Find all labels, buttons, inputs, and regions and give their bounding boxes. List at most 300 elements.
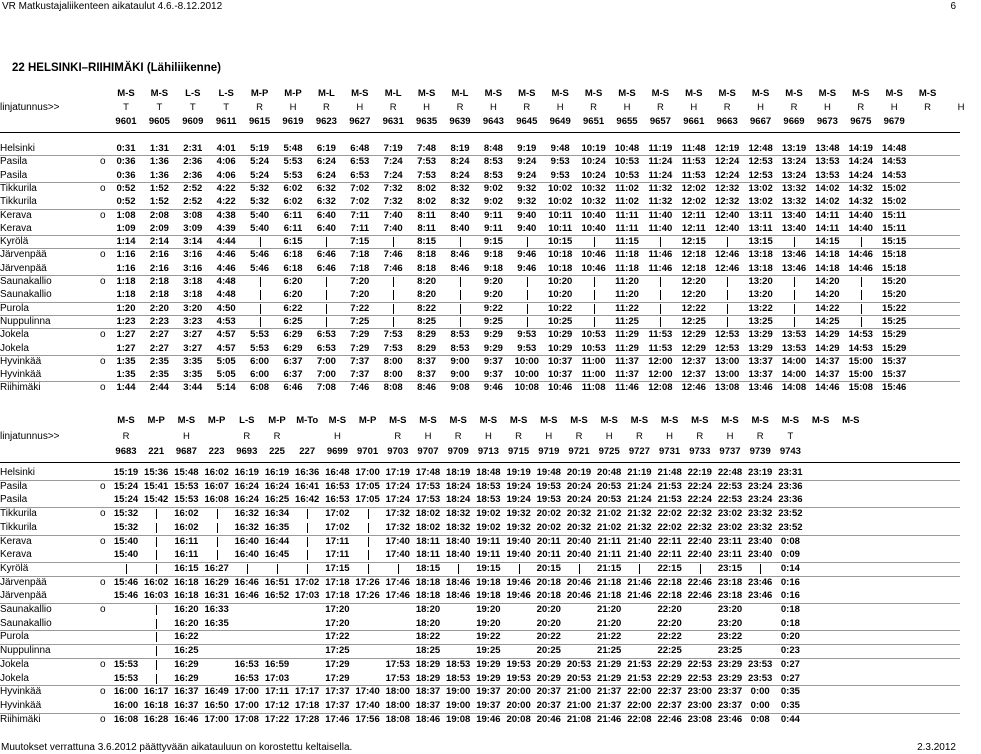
departure-time: 14:24 bbox=[848, 156, 873, 168]
departure-time: 8:24 bbox=[450, 169, 470, 181]
departure-time: 11:11 bbox=[615, 222, 639, 234]
departure-time: 9:29 bbox=[483, 329, 503, 341]
station-separator bbox=[0, 644, 960, 645]
departure-time: 10:24 bbox=[581, 169, 606, 181]
departure-time: 5:40 bbox=[250, 222, 270, 234]
departure-time: 8:02 bbox=[417, 196, 437, 208]
departure-time: 16:45 bbox=[264, 549, 290, 561]
station-name: Kerava bbox=[0, 549, 32, 561]
departure-time: 0:36 bbox=[116, 169, 136, 181]
departure-time: 14:40 bbox=[848, 222, 873, 234]
days-code: M-S bbox=[479, 415, 498, 426]
departure-time: 13:25 bbox=[748, 315, 773, 327]
departure-time: 22:19 bbox=[687, 467, 712, 478]
stop-marker: o bbox=[100, 658, 106, 670]
station-row bbox=[0, 343, 960, 355]
departure-time: 13:15 bbox=[748, 236, 773, 248]
departure-time: 19:46 bbox=[476, 713, 501, 725]
station-separator bbox=[0, 658, 960, 659]
departure-time: 6:46 bbox=[316, 249, 336, 261]
departure-time: 0:36 bbox=[116, 156, 136, 168]
pass-through-line bbox=[660, 317, 661, 327]
departure-time: 23:37 bbox=[717, 686, 743, 698]
departure-time: 16:24 bbox=[264, 480, 290, 492]
departure-time: 12:15 bbox=[681, 236, 706, 248]
station-row bbox=[0, 210, 960, 222]
departure-time: 14:48 bbox=[882, 143, 907, 154]
departure-time: 19:11 bbox=[476, 549, 501, 561]
departure-time: 21:18 bbox=[597, 576, 622, 588]
departure-time: 1:09 bbox=[116, 222, 136, 234]
station-name: Saunakallio bbox=[0, 604, 52, 615]
days-header-row bbox=[0, 88, 960, 100]
departure-time: 0:27 bbox=[780, 658, 800, 670]
pass-through-line bbox=[393, 237, 394, 247]
line-id: H bbox=[424, 431, 432, 442]
departure-time: 15:36 bbox=[144, 467, 169, 478]
departure-time: 6:53 bbox=[350, 156, 370, 168]
station-row bbox=[0, 508, 960, 520]
departure-time: 11:37 bbox=[615, 369, 639, 381]
train-number: 9649 bbox=[549, 116, 571, 127]
station-row bbox=[0, 700, 960, 712]
departure-time: 11:20 bbox=[615, 289, 639, 301]
departure-time: 11:29 bbox=[615, 342, 639, 354]
departure-time: 16:00 bbox=[113, 699, 139, 711]
departure-time: 17:08 bbox=[234, 713, 259, 725]
departure-time: 20:02 bbox=[536, 521, 561, 533]
departure-time: 18:00 bbox=[385, 699, 410, 711]
departure-time: 0:44 bbox=[780, 713, 800, 725]
days-code: M-S bbox=[781, 415, 800, 426]
pass-through-line bbox=[260, 277, 261, 287]
departure-time: 16:59 bbox=[264, 658, 290, 670]
departure-time: 17:05 bbox=[355, 494, 380, 506]
days-code: M-S bbox=[751, 88, 770, 99]
train-number: 9631 bbox=[382, 116, 404, 127]
departure-time: 16:29 bbox=[174, 658, 199, 670]
departure-time: 9:00 bbox=[450, 355, 470, 367]
departure-time: 3:16 bbox=[183, 262, 203, 274]
station-row bbox=[0, 276, 960, 288]
departure-time: 21:20 bbox=[597, 604, 622, 615]
departure-time: 17:29 bbox=[325, 672, 350, 684]
train-number: 9719 bbox=[538, 446, 560, 457]
line-id: H bbox=[333, 431, 341, 442]
departure-time: 14:29 bbox=[815, 329, 840, 341]
departure-time: 16:20 bbox=[174, 604, 199, 615]
departure-time: 18:53 bbox=[476, 480, 501, 492]
line-id: T bbox=[787, 431, 794, 442]
pass-through-line bbox=[247, 564, 248, 574]
departure-time: 5:14 bbox=[216, 382, 236, 394]
departure-time: 6:11 bbox=[283, 209, 303, 221]
departure-time: 15:53 bbox=[174, 494, 199, 506]
line-id: R bbox=[256, 102, 264, 113]
departure-time: 19:00 bbox=[446, 686, 471, 698]
departure-time: 15:40 bbox=[113, 549, 139, 561]
train-number: 9657 bbox=[649, 116, 671, 127]
departure-time: 16:18 bbox=[174, 576, 199, 588]
departure-time: 4:01 bbox=[216, 143, 236, 154]
departure-time: 14:40 bbox=[848, 209, 873, 221]
departure-time: 2:27 bbox=[149, 329, 169, 341]
line-id: R bbox=[389, 102, 397, 113]
departure-time: 14:02 bbox=[815, 196, 840, 208]
departure-time: 0:16 bbox=[780, 576, 800, 588]
departure-time: 22:15 bbox=[657, 562, 682, 574]
departure-time: 18:20 bbox=[415, 617, 441, 629]
departure-time: 12:19 bbox=[715, 143, 740, 154]
departure-time: 18:18 bbox=[415, 576, 441, 588]
departure-time: 2:18 bbox=[149, 276, 169, 287]
departure-time: 11:53 bbox=[648, 329, 673, 341]
station-name: Pasila bbox=[0, 169, 28, 181]
departure-time: 7:32 bbox=[383, 196, 403, 208]
departure-time: 18:08 bbox=[385, 713, 410, 725]
pass-through-line bbox=[156, 564, 157, 574]
departure-time: 0:09 bbox=[780, 549, 800, 561]
departure-time: 11:18 bbox=[615, 249, 639, 261]
departure-time: 16:46 bbox=[234, 590, 259, 602]
departure-time: 20:46 bbox=[566, 590, 592, 602]
departure-time: 12:40 bbox=[715, 209, 740, 221]
station-row bbox=[0, 289, 960, 301]
departure-time: 16:35 bbox=[204, 617, 229, 629]
departure-time: 10:46 bbox=[581, 249, 606, 261]
departure-time: 15:53 bbox=[113, 672, 139, 684]
days-code: M-S bbox=[551, 88, 569, 99]
pass-through-line bbox=[156, 550, 157, 560]
departure-time: 6:48 bbox=[350, 143, 370, 154]
station-row bbox=[0, 494, 960, 506]
departure-time: 23:53 bbox=[748, 658, 773, 670]
departure-time: 18:29 bbox=[415, 658, 441, 670]
departure-time: 11:02 bbox=[615, 196, 639, 208]
departure-time: 20:18 bbox=[536, 590, 561, 602]
departure-time: 16:15 bbox=[174, 562, 199, 574]
departure-time: 2:16 bbox=[149, 249, 169, 261]
departure-time: 6:37 bbox=[283, 369, 303, 381]
line-id: R bbox=[122, 431, 130, 442]
departure-time: 14:29 bbox=[815, 342, 840, 354]
departure-time: 18:22 bbox=[415, 631, 441, 643]
departure-time: 6:46 bbox=[316, 262, 336, 274]
departure-time: 7:19 bbox=[383, 143, 403, 154]
departure-time: 14:32 bbox=[848, 182, 873, 194]
train-number: 9643 bbox=[482, 116, 504, 127]
station-row bbox=[0, 143, 960, 155]
departure-time: 6:18 bbox=[283, 249, 303, 261]
departure-time: 18:25 bbox=[415, 645, 441, 657]
pass-through-line bbox=[861, 277, 862, 287]
departure-time: 16:18 bbox=[174, 590, 199, 602]
departure-time: 11:53 bbox=[681, 156, 706, 168]
departure-time: 22:00 bbox=[627, 686, 652, 698]
departure-time: 21:18 bbox=[597, 590, 622, 602]
station-separator bbox=[0, 507, 960, 508]
line-id: H bbox=[623, 102, 631, 113]
station-row bbox=[0, 369, 960, 381]
departure-time: 2:44 bbox=[149, 382, 169, 394]
departure-time: 22:00 bbox=[627, 699, 652, 711]
departure-time: 9:25 bbox=[483, 315, 503, 327]
departure-time: 14:18 bbox=[815, 262, 840, 274]
departure-time: 15:20 bbox=[882, 276, 907, 287]
station-name: Jokela bbox=[0, 658, 29, 670]
departure-time: 12:53 bbox=[715, 329, 740, 341]
departure-time: 6:32 bbox=[316, 182, 336, 194]
line-id: R bbox=[590, 102, 598, 113]
station-separator bbox=[0, 302, 960, 303]
station-name: Kerava bbox=[0, 535, 32, 547]
station-name: Kyrölä bbox=[0, 236, 29, 248]
departure-time: 13:08 bbox=[715, 382, 740, 394]
days-code: M-S bbox=[117, 88, 135, 99]
station-row bbox=[0, 563, 960, 575]
departure-time: 2:20 bbox=[149, 302, 169, 314]
departure-time: 2:09 bbox=[149, 222, 169, 234]
departure-time: 16:46 bbox=[234, 576, 259, 588]
station-row bbox=[0, 522, 960, 534]
days-code: M-S bbox=[419, 415, 437, 426]
departure-time: 21:25 bbox=[597, 645, 622, 657]
departure-time: 16:02 bbox=[204, 467, 229, 478]
departure-time: 0:35 bbox=[780, 699, 800, 711]
departure-time: 13:46 bbox=[781, 249, 807, 261]
departure-time: 18:00 bbox=[385, 686, 410, 698]
departure-time: 20:02 bbox=[536, 508, 561, 520]
pass-through-line bbox=[579, 564, 580, 574]
departure-time: 21:00 bbox=[566, 699, 592, 711]
pass-through-line bbox=[260, 290, 261, 300]
pass-through-line bbox=[368, 537, 369, 547]
departure-time: 22:24 bbox=[687, 480, 712, 492]
pass-through-line bbox=[393, 304, 394, 314]
line-id: R bbox=[523, 102, 531, 113]
station-name: Kyrölä bbox=[0, 562, 29, 574]
departure-time: 8:00 bbox=[383, 355, 403, 367]
train-number: 9693 bbox=[236, 446, 258, 457]
departure-time: 9:53 bbox=[550, 156, 570, 168]
pass-through-line bbox=[217, 550, 218, 560]
departure-time: 13:19 bbox=[781, 143, 807, 154]
pass-through-line bbox=[156, 619, 157, 629]
departure-time: 11:24 bbox=[648, 169, 673, 181]
station-separator bbox=[0, 480, 960, 481]
departure-time: 20:40 bbox=[566, 549, 592, 561]
departure-time: 16:53 bbox=[234, 672, 259, 684]
line-id: H bbox=[489, 102, 497, 113]
pass-through-line bbox=[307, 509, 308, 519]
line-id: H bbox=[605, 431, 613, 442]
departure-time: 10:18 bbox=[548, 262, 573, 274]
departure-time: 8:46 bbox=[450, 249, 470, 261]
departure-time: 18:46 bbox=[446, 576, 471, 588]
days-code: M-S bbox=[351, 88, 369, 99]
station-name: Pasila bbox=[0, 480, 28, 492]
departure-time: 6:53 bbox=[316, 342, 336, 354]
departure-time: 15:24 bbox=[113, 480, 139, 492]
station-row bbox=[0, 714, 960, 726]
departure-time: 11:29 bbox=[615, 329, 639, 341]
departure-time: 16:53 bbox=[325, 480, 350, 492]
departure-time: 21:15 bbox=[597, 562, 622, 574]
departure-time: 8:08 bbox=[383, 382, 403, 394]
departure-time: 5:46 bbox=[250, 262, 270, 274]
departure-time: 16:19 bbox=[234, 467, 259, 478]
stop-marker: o bbox=[100, 535, 106, 547]
departure-time: 22:29 bbox=[657, 672, 682, 684]
pass-through-line bbox=[527, 317, 528, 327]
departure-time: 14:46 bbox=[848, 249, 873, 261]
departure-time: 10:40 bbox=[581, 222, 606, 234]
departure-time: 7:22 bbox=[350, 302, 370, 314]
footer-note: Muutokset verrattuna 3.6.2012 päättyvään aikatauluun on korostettu keltaisella. bbox=[1, 742, 353, 753]
departure-time: 15:08 bbox=[848, 382, 873, 394]
departure-time: 18:40 bbox=[446, 535, 471, 547]
departure-time: 6:20 bbox=[283, 289, 303, 301]
stop-marker: o bbox=[100, 713, 106, 725]
departure-time: 12:53 bbox=[748, 169, 773, 181]
departure-time: 4:53 bbox=[216, 315, 236, 327]
station-separator bbox=[0, 328, 960, 329]
pass-through-line bbox=[727, 277, 728, 287]
departure-time: 8:00 bbox=[383, 369, 403, 381]
station-row bbox=[0, 303, 960, 315]
departure-time: 17:40 bbox=[355, 699, 380, 711]
line-id: T bbox=[189, 102, 196, 113]
departure-time: 17:02 bbox=[325, 508, 350, 520]
pass-through-line bbox=[460, 290, 461, 300]
pass-through-line bbox=[519, 564, 520, 574]
departure-time: 1:44 bbox=[116, 382, 136, 394]
train-number-row bbox=[0, 446, 960, 458]
departure-time: 11:46 bbox=[615, 382, 639, 394]
line-id: H bbox=[423, 102, 431, 113]
departure-time: 17:53 bbox=[385, 672, 410, 684]
departure-time: 23:22 bbox=[717, 631, 743, 643]
departure-time: 22:08 bbox=[627, 713, 652, 725]
departure-time: 16:49 bbox=[204, 686, 229, 698]
departure-time: 15:46 bbox=[113, 576, 139, 588]
departure-time: 8:53 bbox=[450, 342, 470, 354]
days-code: M-L bbox=[384, 88, 402, 99]
station-separator bbox=[0, 235, 960, 236]
departure-time: 0:52 bbox=[116, 196, 136, 208]
departure-time: 16:03 bbox=[144, 590, 169, 602]
departure-time: 5:24 bbox=[250, 169, 270, 181]
pass-through-line bbox=[594, 317, 595, 327]
departure-time: 17:25 bbox=[325, 645, 350, 657]
departure-time: 15:11 bbox=[882, 222, 907, 234]
train-number: 9611 bbox=[215, 116, 237, 127]
pass-through-line bbox=[727, 237, 728, 247]
pass-through-line bbox=[660, 304, 661, 314]
departure-time: 4:48 bbox=[216, 289, 236, 301]
departure-time: 10:53 bbox=[581, 329, 606, 341]
departure-time: 13:40 bbox=[781, 209, 807, 221]
departure-time: 2:35 bbox=[149, 369, 169, 381]
pass-through-line bbox=[660, 277, 661, 287]
departure-time: 19:40 bbox=[506, 549, 531, 561]
pass-through-line bbox=[660, 237, 661, 247]
departure-time: 10:02 bbox=[548, 196, 573, 208]
departure-time: 21:46 bbox=[597, 713, 622, 725]
station-name: Järvenpää bbox=[0, 249, 47, 261]
departure-time: 13:53 bbox=[781, 342, 807, 354]
departure-time: 10:29 bbox=[548, 329, 573, 341]
departure-time: 16:40 bbox=[234, 535, 259, 547]
departure-time: 3:23 bbox=[183, 315, 203, 327]
departure-time: 10:53 bbox=[614, 169, 640, 181]
departure-time: 20:25 bbox=[536, 645, 561, 657]
departure-time: 11:08 bbox=[581, 382, 606, 394]
train-number: 9713 bbox=[477, 446, 499, 457]
departure-time: 20:20 bbox=[536, 617, 561, 629]
departure-time: 16:42 bbox=[295, 494, 320, 506]
divider bbox=[0, 132, 960, 133]
departure-time: 18:53 bbox=[446, 658, 471, 670]
departure-time: 4:50 bbox=[216, 302, 236, 314]
pass-through-line bbox=[260, 237, 261, 247]
departure-time: 6:00 bbox=[250, 355, 270, 367]
departure-time: 15:53 bbox=[113, 658, 139, 670]
departure-time: 12:25 bbox=[681, 315, 706, 327]
departure-time: 19:46 bbox=[506, 576, 531, 588]
pass-through-line bbox=[393, 290, 394, 300]
departure-time: 10:37 bbox=[548, 369, 573, 381]
departure-time: 16:07 bbox=[204, 480, 229, 492]
departure-time: 10:00 bbox=[514, 369, 539, 381]
departure-time: 22:53 bbox=[717, 494, 743, 506]
line-id: H bbox=[757, 102, 765, 113]
departure-time: 16:08 bbox=[204, 494, 229, 506]
line-id: R bbox=[756, 431, 764, 442]
departure-time: 9:40 bbox=[517, 209, 537, 221]
departure-time: 18:48 bbox=[476, 467, 501, 478]
departure-time: 18:32 bbox=[446, 508, 471, 520]
pass-through-line bbox=[307, 550, 308, 560]
departure-time: 5:40 bbox=[250, 209, 270, 221]
departure-time: 14:46 bbox=[815, 382, 840, 394]
departure-time: 20:00 bbox=[506, 686, 531, 698]
departure-time: 22:18 bbox=[657, 590, 682, 602]
departure-time: 8:32 bbox=[450, 182, 470, 194]
train-number: 9737 bbox=[719, 446, 741, 457]
departure-time: 3:27 bbox=[183, 329, 203, 341]
line-id: H bbox=[484, 431, 492, 442]
departure-time: 20:19 bbox=[566, 467, 592, 478]
line-id: T bbox=[123, 102, 129, 113]
departure-time: 9:24 bbox=[517, 169, 537, 181]
departure-time: 12:18 bbox=[681, 249, 706, 261]
departure-time: 15:40 bbox=[113, 535, 139, 547]
pass-through-line bbox=[594, 304, 595, 314]
pass-through-line bbox=[368, 509, 369, 519]
pass-through-line bbox=[460, 237, 461, 247]
departure-time: 5:53 bbox=[283, 156, 303, 168]
departure-time: 22:22 bbox=[657, 631, 682, 643]
departure-time: 7:40 bbox=[383, 222, 403, 234]
departure-time: 8:53 bbox=[483, 169, 503, 181]
departure-time: 14:08 bbox=[781, 382, 807, 394]
departure-time: 9:32 bbox=[517, 182, 537, 194]
departure-time: 13:20 bbox=[748, 289, 773, 301]
departure-time: 16:48 bbox=[325, 467, 350, 478]
departure-time: 7:37 bbox=[350, 369, 370, 381]
departure-time: 6:00 bbox=[250, 369, 270, 381]
